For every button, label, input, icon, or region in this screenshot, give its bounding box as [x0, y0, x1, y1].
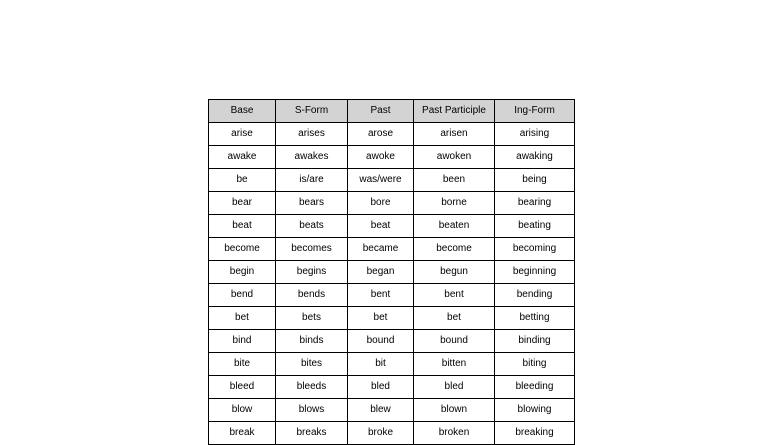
cell-s-form: becomes [276, 238, 348, 261]
cell-past-participle: broken [414, 422, 495, 445]
cell-ing-form: breaking [495, 422, 575, 445]
cell-base: blow [209, 399, 276, 422]
cell-past-participle: bound [414, 330, 495, 353]
cell-s-form: bites [276, 353, 348, 376]
cell-base: break [209, 422, 276, 445]
cell-base: arise [209, 123, 276, 146]
cell-s-form: blows [276, 399, 348, 422]
table-row [209, 123, 575, 146]
table-header [209, 100, 575, 123]
cell-past: awoke [348, 146, 414, 169]
cell-s-form: bears [276, 192, 348, 215]
cell-past: was/were [348, 169, 414, 192]
cell-base: bend [209, 284, 276, 307]
table-row [209, 330, 575, 353]
cell-ing-form: bending [495, 284, 575, 307]
cell-past-participle: begun [414, 261, 495, 284]
cell-base: awake [209, 146, 276, 169]
header-past-participle: Past Participle [414, 100, 495, 123]
cell-past-participle: blown [414, 399, 495, 422]
cell-base: bet [209, 307, 276, 330]
table-row [209, 353, 575, 376]
cell-past: bound [348, 330, 414, 353]
table-row [209, 422, 575, 445]
cell-base: bite [209, 353, 276, 376]
cell-past-participle: bet [414, 307, 495, 330]
cell-s-form: breaks [276, 422, 348, 445]
table-body [209, 123, 575, 445]
cell-base: become [209, 238, 276, 261]
table-row [209, 238, 575, 261]
cell-s-form: bets [276, 307, 348, 330]
cell-past-participle: bled [414, 376, 495, 399]
cell-ing-form: bleeding [495, 376, 575, 399]
cell-s-form: binds [276, 330, 348, 353]
cell-ing-form: beating [495, 215, 575, 238]
cell-past-participle: bitten [414, 353, 495, 376]
table-row [209, 307, 575, 330]
cell-past-participle: awoken [414, 146, 495, 169]
cell-past: bit [348, 353, 414, 376]
cell-ing-form: becoming [495, 238, 575, 261]
cell-past-participle: borne [414, 192, 495, 215]
cell-ing-form: binding [495, 330, 575, 353]
cell-base: bleed [209, 376, 276, 399]
cell-ing-form: betting [495, 307, 575, 330]
cell-past: blew [348, 399, 414, 422]
header-s-form: S-Form [276, 100, 348, 123]
header-ing-form: Ing-Form [495, 100, 575, 123]
header-row [209, 100, 575, 123]
cell-base: beat [209, 215, 276, 238]
table-row [209, 261, 575, 284]
cell-past-participle: bent [414, 284, 495, 307]
cell-ing-form: awaking [495, 146, 575, 169]
cell-past: became [348, 238, 414, 261]
table-row [209, 169, 575, 192]
cell-base: bear [209, 192, 276, 215]
cell-past: broke [348, 422, 414, 445]
cell-base: be [209, 169, 276, 192]
cell-ing-form: beginning [495, 261, 575, 284]
cell-past: beat [348, 215, 414, 238]
cell-past: bet [348, 307, 414, 330]
irregular-verbs-table [208, 99, 575, 445]
cell-base: begin [209, 261, 276, 284]
cell-s-form: bends [276, 284, 348, 307]
table-row [209, 192, 575, 215]
cell-s-form: arises [276, 123, 348, 146]
cell-past: bent [348, 284, 414, 307]
cell-s-form: awakes [276, 146, 348, 169]
cell-s-form: bleeds [276, 376, 348, 399]
cell-ing-form: being [495, 169, 575, 192]
cell-past-participle: been [414, 169, 495, 192]
cell-base: bind [209, 330, 276, 353]
header-base: Base [209, 100, 276, 123]
cell-past: arose [348, 123, 414, 146]
cell-past: bore [348, 192, 414, 215]
header-past: Past [348, 100, 414, 123]
cell-past: began [348, 261, 414, 284]
cell-s-form: begins [276, 261, 348, 284]
cell-ing-form: biting [495, 353, 575, 376]
cell-s-form: beats [276, 215, 348, 238]
cell-ing-form: arising [495, 123, 575, 146]
cell-past: bled [348, 376, 414, 399]
table-row [209, 376, 575, 399]
table-row [209, 399, 575, 422]
cell-past-participle: beaten [414, 215, 495, 238]
cell-past-participle: become [414, 238, 495, 261]
table-row [209, 215, 575, 238]
cell-s-form: is/are [276, 169, 348, 192]
cell-ing-form: bearing [495, 192, 575, 215]
cell-ing-form: blowing [495, 399, 575, 422]
cell-past-participle: arisen [414, 123, 495, 146]
table-row [209, 146, 575, 169]
table-row [209, 284, 575, 307]
